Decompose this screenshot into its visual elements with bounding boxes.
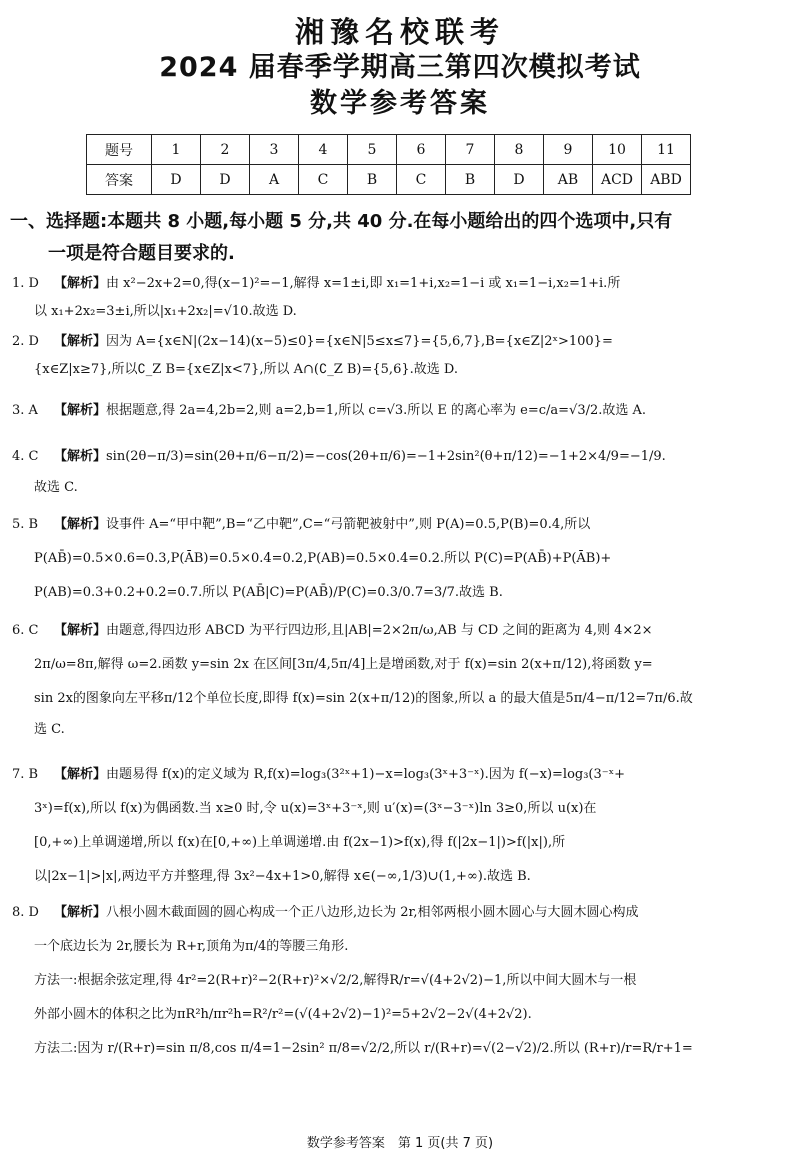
question-text-line: 外部小圆木的体积之比为πR²h/πr²h=R²/r²=(√(4+2√2)−1)²=5+2√2−2√(4+2√2). — [34, 1007, 532, 1022]
table-cell: ABD — [642, 165, 691, 195]
question-3 — [12, 394, 788, 428]
analysis-tag: 【解析】 — [54, 517, 107, 532]
table-cell: 8 — [495, 135, 544, 165]
table-cell: A — [250, 165, 299, 195]
section-heading — [10, 206, 790, 270]
analysis-tag: 【解析】 — [54, 276, 107, 291]
table-cell: B — [348, 165, 397, 195]
section-heading-line-2: 一项是符合题目要求的. — [48, 243, 235, 264]
section-heading-line-1: 一、选择题:本题共 8 小题,每小题 5 分,共 40 分.在每小题给出的四个选项中,只有 — [10, 211, 673, 232]
table-cell: 11 — [642, 135, 691, 165]
title-line-3: 数学参考答案 — [310, 88, 490, 119]
question-number: 2. D — [12, 334, 39, 349]
question-text-line: 八根小圆木截面圆的圆心构成一个正八边形,边长为 2r,相邻两根小圆木圆心与大圆木圆心构成 — [106, 905, 639, 920]
question-text-line: 方法二:因为 r/(R+r)=sin π/8,cos π/4=1−2sin² π/8=√2/2,所以 r/(R+r)=√(2−√2)/2.所以 (R+r)/r=R/r+1= — [34, 1041, 693, 1056]
title-line-2: 2024 届春季学期高三第四次模拟考试 — [159, 52, 641, 83]
question-text-line: P(AB)=0.3+0.2+0.2=0.7.所以 P(AB̄|C)=P(AB̄)/P(C)=0.3/0.7=3/7.故选 B. — [34, 585, 503, 600]
question-7 — [12, 758, 788, 894]
question-text-line: 3ˣ)=f(x),所以 f(x)为偶函数.当 x≥0 时,令 u(x)=3ˣ+3⁻ˣ,则 u′(x)=(3ˣ−3⁻ˣ)ln 3≥0,所以 u(x)在 — [34, 801, 597, 816]
table-cell: 3 — [250, 135, 299, 165]
question-text-line: 选 C. — [34, 722, 65, 737]
question-number: 7. B — [12, 767, 39, 782]
question-text-line: 由题易得 f(x)的定义域为 R,f(x)=log₃(3²ˣ+1)−x=log₃(3ˣ+3⁻ˣ).因为 f(−x)=log₃(3⁻ˣ+ — [106, 767, 626, 782]
question-4 — [12, 440, 788, 502]
table-cell: 10 — [593, 135, 642, 165]
table-cell: 7 — [446, 135, 495, 165]
table-cell: ACD — [593, 165, 642, 195]
question-text-line: 以 x₁+2x₂=3±i,所以|x₁+2x₂|=√10.故选 D. — [34, 304, 297, 319]
answer-table-number-row — [87, 135, 691, 165]
question-text-line: 方法一:根据余弦定理,得 4r²=2(R+r)²−2(R+r)²×√2/2,解得R/r=√(4+2√2)−1,所以中间大圆木与一根 — [34, 973, 637, 988]
analysis-tag: 【解析】 — [54, 767, 107, 782]
question-text-line: sin 2x的图象向左平移π/12个单位长度,即得 f(x)=sin 2(x+π/12)的图象,所以 a 的最大值是5π/4−π/12=7π/6.故 — [34, 691, 693, 706]
question-text-line: 由 x²−2x+2=0,得(x−1)²=−1,解得 x=1±i,即 x₁=1+i,x₂=1−i 或 x₁=1−i,x₂=1+i.所 — [106, 276, 621, 291]
page-footer: 数学参考答案 第 1 页(共 7 页) — [306, 1136, 494, 1151]
analysis-tag: 【解析】 — [54, 403, 107, 418]
table-cell: 5 — [348, 135, 397, 165]
question-8 — [12, 896, 788, 1066]
question-number: 6. C — [12, 623, 39, 638]
table-cell: 9 — [544, 135, 593, 165]
question-number: 1. D — [12, 276, 39, 291]
question-number: 4. C — [12, 449, 39, 464]
row-label-number: 题号 — [87, 135, 152, 165]
question-text-line: 一个底边长为 2r,腰长为 R+r,顶角为π/4的等腰三角形. — [34, 939, 349, 954]
question-text-line: sin(2θ−π/3)=sin(2θ+π/6−π/2)=−cos(2θ+π/6)=−1+2sin²(θ+π/12)=−1+2×4/9=−1/9. — [106, 449, 666, 464]
question-text-line: 以|2x−1|>|x|,两边平方并整理,得 3x²−4x+1>0,解得 x∈(−∞,1/3)∪(1,+∞).故选 B. — [34, 869, 531, 884]
question-text-line: 根据题意,得 2a=4,2b=2,则 a=2,b=1,所以 c=√3.所以 E 的离心率为 e=c/a=√3/2.故选 A. — [106, 403, 647, 418]
question-text-line: P(AB̄)=0.5×0.6=0.3,P(ĀB)=0.5×0.4=0.2,P(AB)=0.5×0.4=0.2.所以 P(C)=P(AB̄)+P(ĀB)+ — [34, 551, 612, 566]
question-number: 8. D — [12, 905, 39, 920]
title-line-1: 湘豫名校联考 — [294, 15, 505, 49]
table-cell: 4 — [299, 135, 348, 165]
question-text-line: 2π/ω=8π,解得 ω=2.函数 y=sin 2x 在区间[3π/4,5π/4]上是增函数,对于 f(x)=sin 2(x+π/12),将函数 y= — [34, 657, 653, 672]
question-2 — [12, 328, 788, 384]
question-number: 5. B — [12, 517, 39, 532]
question-5 — [12, 508, 788, 610]
table-cell: B — [446, 165, 495, 195]
answer-table — [86, 134, 691, 195]
answer-table-answer-row — [87, 165, 691, 195]
table-cell: 2 — [201, 135, 250, 165]
table-cell: D — [495, 165, 544, 195]
question-number: 3. A — [12, 403, 38, 418]
question-text-line: [0,+∞)上单调递增,所以 f(x)在[0,+∞)上单调递增.由 f(2x−1)>f(x),得 f(|2x−1|)>f(|x|),所 — [34, 835, 566, 850]
row-label-answer: 答案 — [87, 165, 152, 195]
analysis-tag: 【解析】 — [54, 905, 107, 920]
table-cell: D — [152, 165, 201, 195]
question-6 — [12, 614, 788, 744]
question-text-line: 故选 C. — [34, 480, 78, 495]
table-cell: C — [397, 165, 446, 195]
question-text-line: {x∈Z|x≥7},所以∁_Z B={x∈Z|x<7},所以 A∩(∁_Z B)={5,6}.故选 D. — [34, 362, 458, 377]
analysis-tag: 【解析】 — [54, 334, 107, 349]
question-1 — [12, 270, 788, 326]
title-block — [0, 14, 800, 122]
table-cell: 1 — [152, 135, 201, 165]
question-text-line: 设事件 A=“甲中靶”,B=“乙中靶”,C=“弓箭靶被射中”,则 P(A)=0.5,P(B)=0.4,所以 — [106, 517, 591, 532]
table-cell: AB — [544, 165, 593, 195]
table-cell: D — [201, 165, 250, 195]
table-cell: 6 — [397, 135, 446, 165]
question-text-line: 因为 A={x∈N|(2x−14)(x−5)≤0}={x∈N|5≤x≤7}={5,6,7},B={x∈Z|2ˣ>100}= — [106, 334, 613, 349]
analysis-tag: 【解析】 — [54, 623, 107, 638]
table-cell: C — [299, 165, 348, 195]
question-text-line: 由题意,得四边形 ABCD 为平行四边形,且|AB|=2×2π/ω,AB 与 CD 之间的距离为 4,则 4×2× — [106, 623, 653, 638]
analysis-tag: 【解析】 — [54, 449, 107, 464]
